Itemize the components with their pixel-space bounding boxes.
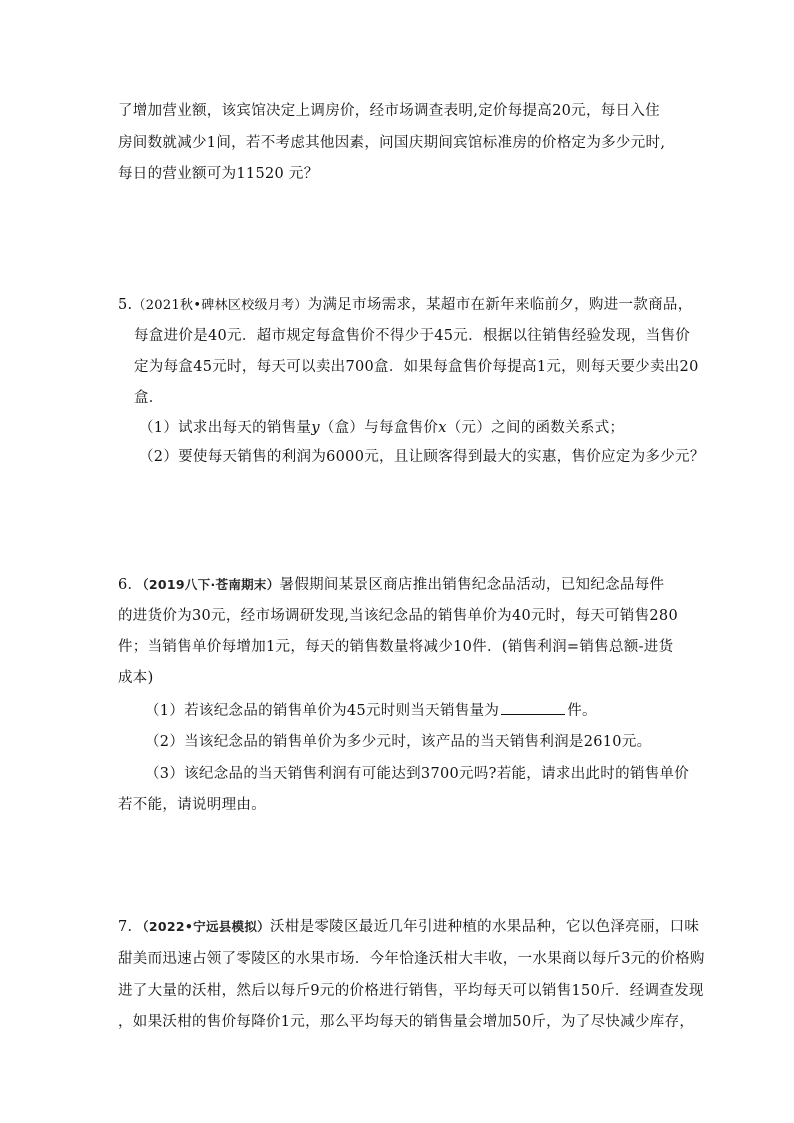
question-7-line-1: 7．（2022•宁远县模拟）沃柑是零陵区最近几年引进种植的水果品种，它以色泽亮丽，口味 [118,919,700,935]
question-5-number: 5. [118,297,133,313]
question-6-sub-1: （1）若该纪念品的销售单价为45元时则当天销售量为 件。 [145,700,597,721]
question-6-sub-3: （3）该纪念品的当天销售利润有可能达到3700元吗?若能，请求出此时的销售单价 [145,766,690,782]
question-5-line-3: 定为每盒45元时，每天可以卖出700盒．如果每盒售价每提高1元，则每天要少卖出20 [134,359,699,375]
question-6-source: （2019八下·苍南期末） [142,577,280,592]
prev-question-line-2: 房间数就减少1间，若不考虑其他因素，问国庆期间宾馆标准房的价格定为多少元时, [118,135,666,151]
question-7-line-2: 甜美而迅速占领了零陵区的水果市场．今年恰逢沃柑大丰收，一水果商以每斤3元的价格购 [118,951,705,967]
question-6-line-3: 件；当销售单价每增加1元，每天的销售数量将减少10件．(销售利润=销售总额-进货 [118,639,674,655]
prev-question-line-1: 了增加营业额，该宾馆决定上调房价，经市场调查表明,定价每提高20元，每日入住 [118,103,660,119]
question-5-sub-2: （2）要使每天销售的利润为6000元，且让顾客得到最大的实惠，售价应定为多少元？ [139,449,705,465]
answer-blank [501,700,565,715]
question-5-line-1: 5.（2021秋•碑林区校级月考）为满足市场需求，某超市在新年来临前夕，购进一款商品， [118,297,693,313]
question-6-line-4: 成本) [118,670,154,686]
question-5-line-4: 盒． [134,390,164,406]
question-5-line-2: 每盒进价是40元．超市规定每盒售价不得少于45元．根据以往销售经验发现，当售价 [134,328,691,344]
question-5-sub-1: （1）试求出每天的销售量y（盒）与每盒售价x（元）之间的函数关系式； [139,420,625,436]
question-6-line-1: 6．（2019八下·苍南期末）暑假期间某景区商店推出销售纪念品活动，已知纪念品每件 [118,577,665,593]
question-6-number: 6． [118,577,143,593]
question-7-line-3: 进了大量的沃柑，然后以每斤9元的价格进行销售，平均每天可以销售150斤．经调查发现 [118,983,704,999]
question-7-line-4: ，如果沃柑的售价每降价1元，那么平均每天的销售量会增加50斤，为了尽快减少库存， [118,1014,695,1030]
prev-question-line-3: 每日的营业额可为11520 元？ [118,166,319,182]
question-7-source: （2022•宁远县模拟） [142,919,270,934]
question-7-number: 7． [118,919,143,935]
question-5-source: （2021秋•碑林区校级月考） [132,298,308,313]
question-6-sub-3-cont: 若不能，请说明理由。 [118,797,266,813]
question-6-sub-2: （2）当该纪念品的销售单价为多少元时，该产品的当天销售利润是2610元。 [145,734,652,750]
question-6-line-2: 的进货价为30元，经市场调研发现,当该纪念品的销售单价为40元时，每天可销售280 [118,608,678,624]
